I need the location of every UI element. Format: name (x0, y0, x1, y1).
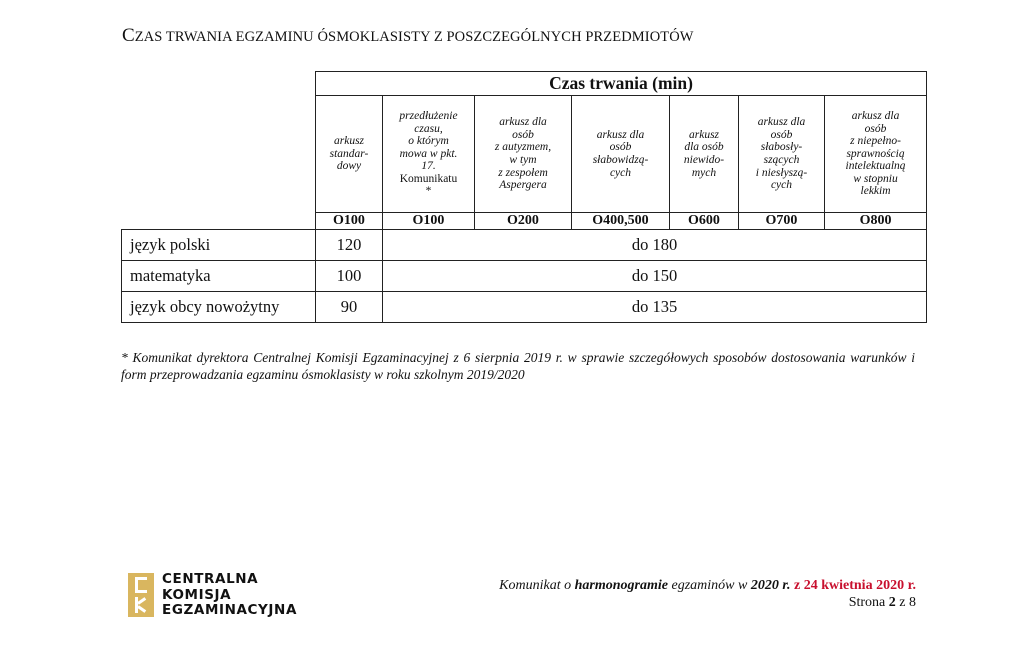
column-header-intellectual-disability: arkusz dla osób z niepełno- sprawnością intelektualną w stopniu lekkim (825, 96, 927, 213)
subject-cell: język obcy nowożytny (122, 292, 316, 323)
footer-document-reference: Komunikat o harmonogramie egzaminów w 2020 r. z 24 kwietnia 2020 r. (499, 578, 916, 593)
column-code: O100 (383, 213, 475, 230)
table-header-duration: Czas trwania (min) (316, 72, 927, 96)
logo-line: KOMISJA (162, 586, 232, 603)
extended-duration-cell: do 150 (383, 261, 927, 292)
page-title (122, 25, 694, 47)
standard-duration-cell: 120 (316, 230, 383, 261)
column-code: O200 (475, 213, 572, 230)
standard-duration-cell: 100 (316, 261, 383, 292)
column-code: O800 (825, 213, 927, 230)
page-number: Strona 2 z 8 (848, 595, 916, 610)
column-header-autism: arkusz dla osób z autyzmem, w tym z zespołem Aspergera (475, 96, 572, 213)
logo-text (162, 572, 297, 619)
logo-line: CENTRALNA (162, 571, 259, 587)
cke-logo-icon (128, 573, 154, 617)
table-row (122, 292, 927, 323)
exam-duration-table (121, 71, 927, 323)
column-header-hearing-impaired: arkusz dla osób słabosły- szących i niesłyszą- cych (739, 96, 825, 213)
column-code: O100 (316, 213, 383, 230)
subject-cell: matematyka (122, 261, 316, 292)
column-code: O700 (739, 213, 825, 230)
column-code: O600 (670, 213, 739, 230)
subject-cell: język polski (122, 230, 316, 261)
page-title-initial: C (122, 25, 135, 46)
standard-duration-cell: 90 (316, 292, 383, 323)
table-row (122, 261, 927, 292)
column-code: O400,500 (572, 213, 670, 230)
page-title-rest: ZAS TRWANIA EGZAMINU ÓSMOKLASISTY Z POSZCZEGÓLNYCH PRZEDMIOTÓW (134, 29, 694, 45)
footnote: * Komunikat dyrektora Centralnej Komisji Egzaminacyjnej z 6 sierpnia 2019 r. w sprawie szczegółowych sposobów dostosowania warunków i form przeprowadzania egzaminu ósmoklasisty w roku szkolnym 2019/2020 (121, 350, 915, 382)
column-header-extended-time: przedłużenie czasu, o którym mowa w pkt. 17. Komunikatu * (383, 96, 475, 213)
table-row (122, 230, 927, 261)
extended-duration-cell: do 135 (383, 292, 927, 323)
page-footer (499, 577, 916, 611)
table-corner (122, 72, 316, 230)
extended-duration-cell: do 180 (383, 230, 927, 261)
logo-line: EGZAMINACYJNA (162, 602, 297, 618)
column-header-visually-impaired: arkusz dla osób słabowidzą- cych (572, 96, 670, 213)
cke-logo (128, 573, 303, 619)
column-header-standard: arkusz standar- dowy (316, 96, 383, 213)
column-header-blind: arkusz dla osób niewido- mych (670, 96, 739, 213)
